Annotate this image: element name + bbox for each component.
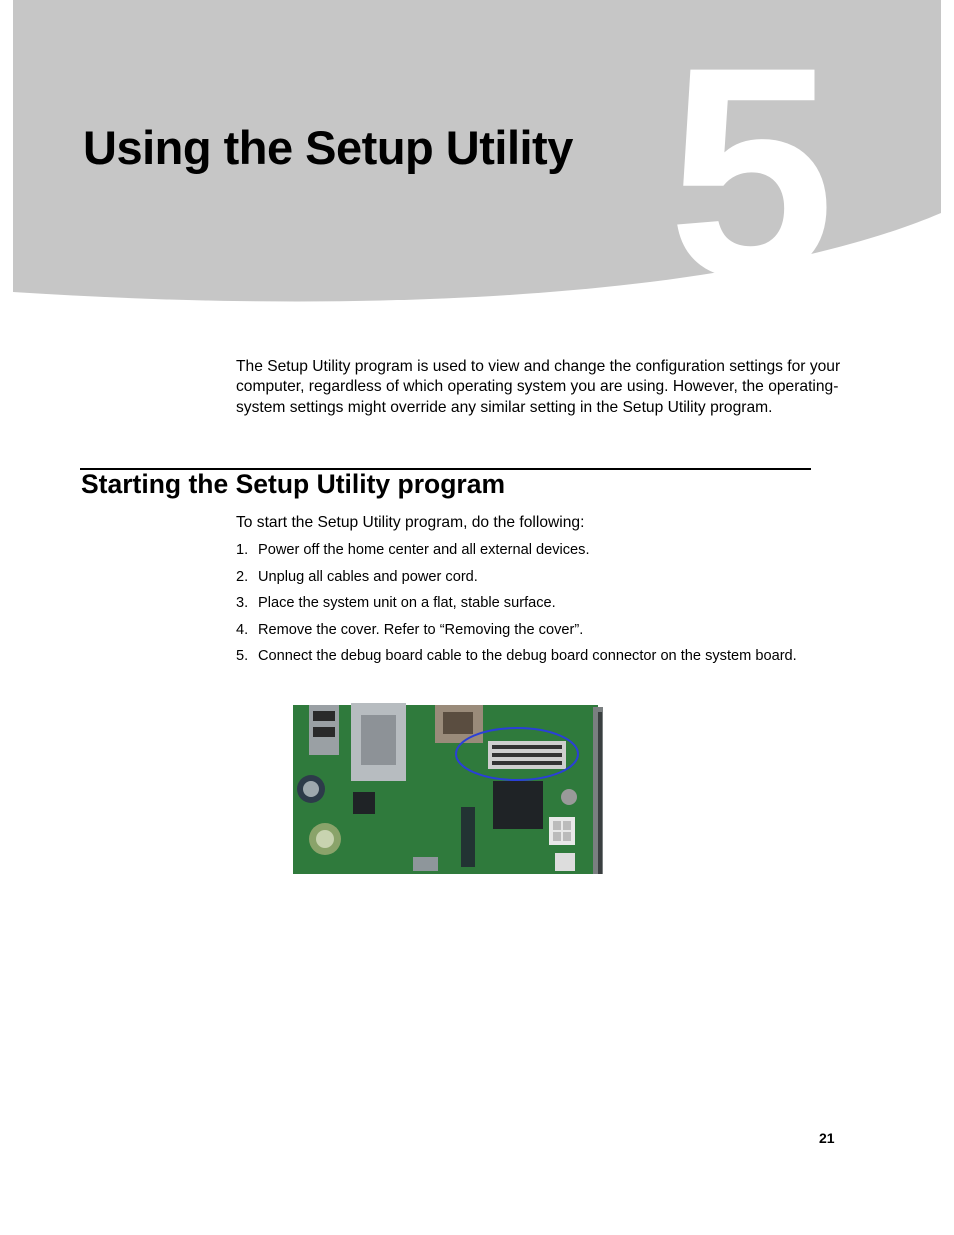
- step-text: Unplug all cables and power cord.: [258, 568, 478, 585]
- step-number: 2.: [236, 568, 249, 585]
- step-number: 4.: [236, 621, 249, 638]
- step-item: [236, 542, 797, 569]
- steps-list: [236, 542, 797, 675]
- step-number: 3.: [236, 595, 249, 612]
- section-heading: Starting the Setup Utility program: [81, 469, 506, 499]
- step-text: Connect the debug board cable to the debug board connector on the system board.: [258, 648, 797, 665]
- step-item: [236, 648, 797, 675]
- step-number: 1.: [236, 542, 249, 558]
- system-board-photo: [293, 677, 623, 874]
- section-lead: To start the Setup Utility program, do the following:: [236, 514, 585, 531]
- step-item: [236, 569, 797, 596]
- step-item: [236, 595, 797, 622]
- step-text: Power off the home center and all external devices.: [258, 542, 590, 558]
- chapter-number: 5: [668, 4, 827, 340]
- step-text: Remove the cover. Refer to “Removing the cover”.: [258, 621, 584, 638]
- chapter-title: Using the Setup Utility: [83, 121, 573, 174]
- step-item: [236, 622, 797, 649]
- step-number: 5.: [236, 648, 249, 665]
- page-number: 21: [819, 1130, 835, 1146]
- intro-paragraph: The Setup Utility program is used to view and change the configuration settings for your computer, regardless of which operating system you are using. However, the operating-system settings might override any similar setting in the Setup Utility program.: [236, 358, 841, 416]
- step-text: Place the system unit on a flat, stable surface.: [258, 595, 556, 612]
